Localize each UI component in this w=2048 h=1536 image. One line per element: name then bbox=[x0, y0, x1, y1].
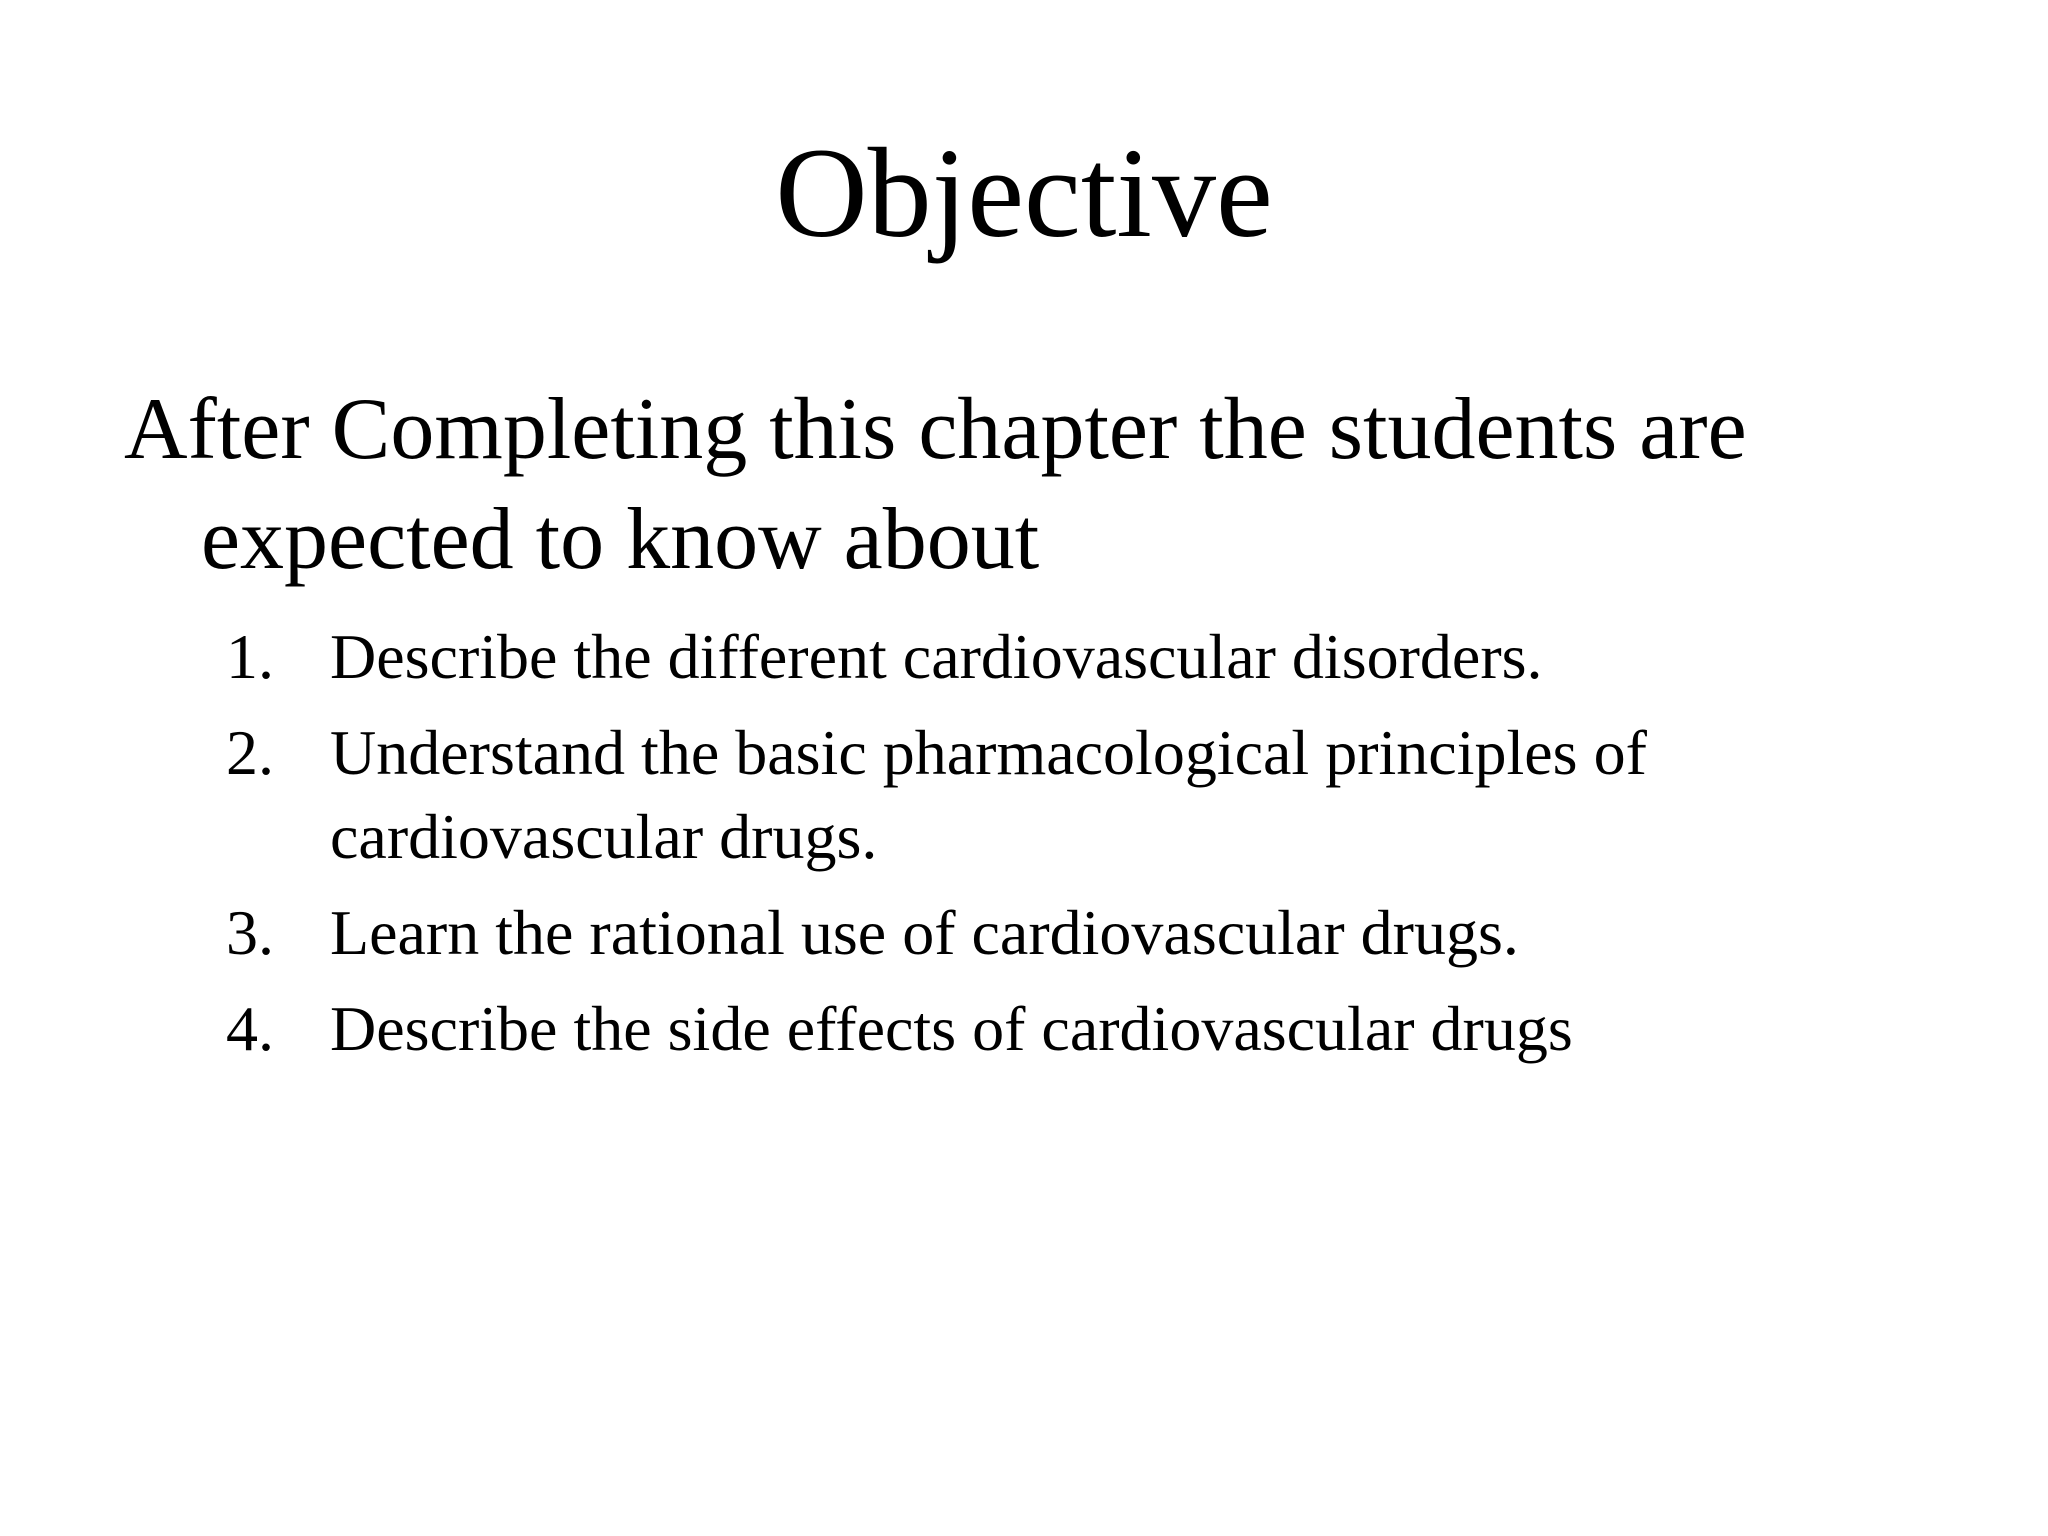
objective-text: Understand the basic pharmacological principles of cardiovascular drugs. bbox=[330, 717, 1647, 872]
objective-item bbox=[226, 987, 1826, 1071]
objectives-list bbox=[226, 615, 1826, 1083]
slide-title: Objective bbox=[775, 122, 1273, 264]
objective-number: 2. bbox=[226, 717, 274, 788]
objective-item bbox=[226, 891, 1826, 975]
objective-number: 1. bbox=[226, 621, 274, 692]
objective-item bbox=[226, 615, 1826, 699]
objective-item bbox=[226, 711, 1826, 879]
objective-text: Describe the different cardiovascular disorders. bbox=[330, 621, 1543, 692]
objective-number: 4. bbox=[226, 993, 274, 1064]
objective-number: 3. bbox=[226, 897, 274, 968]
objective-text: Describe the side effects of cardiovascular drugs bbox=[330, 993, 1573, 1064]
objective-text: Learn the rational use of cardiovascular drugs. bbox=[330, 897, 1519, 968]
intro-text: After Completing this chapter the students are expected to know about bbox=[124, 381, 1747, 588]
